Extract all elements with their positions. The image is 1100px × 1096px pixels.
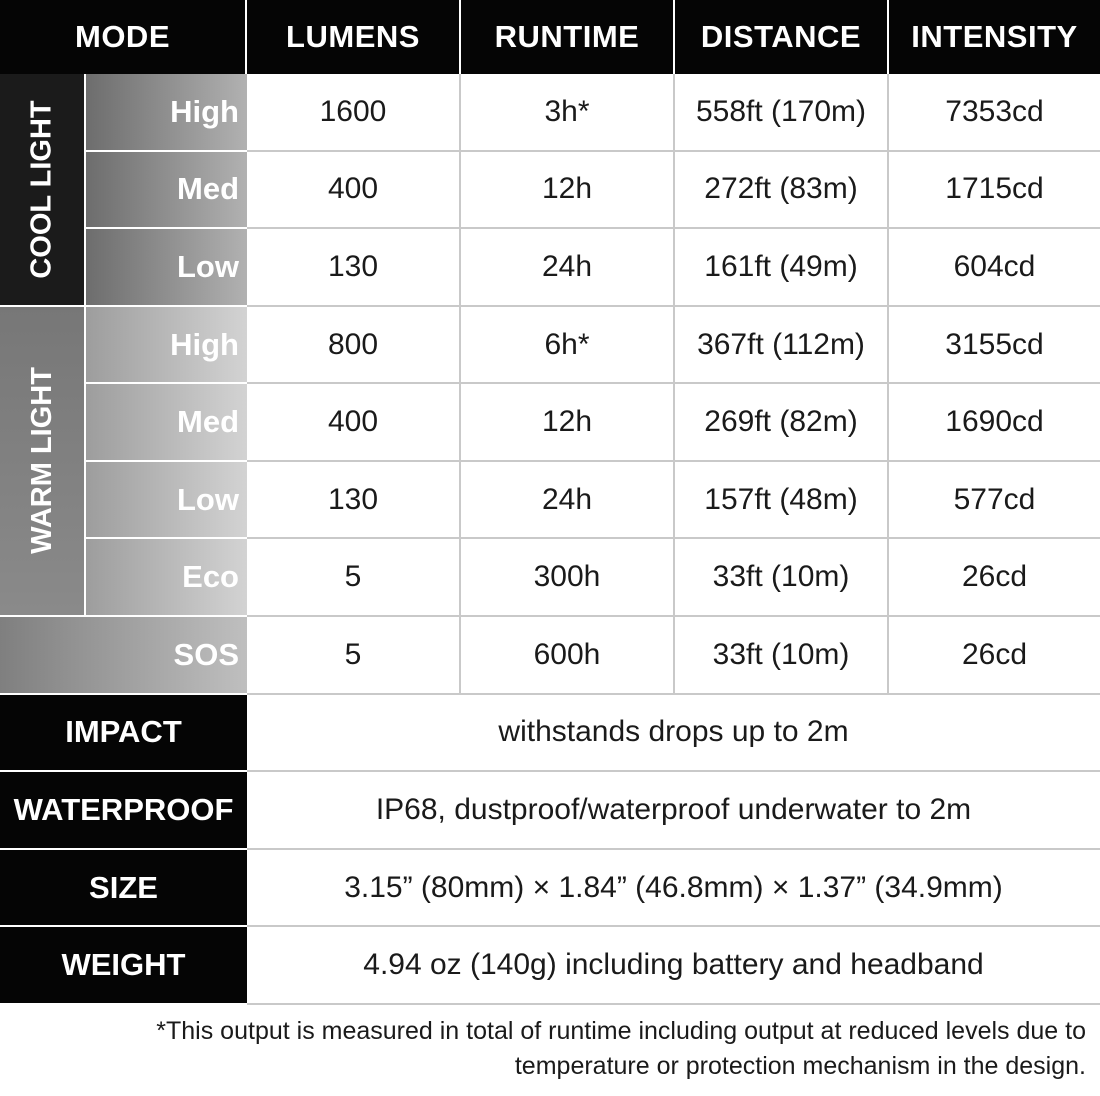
runtime-cell: 300h	[461, 539, 675, 617]
lumens-cell: 130	[247, 229, 461, 307]
lumens-cell: 130	[247, 462, 461, 540]
footnote	[86, 1014, 1086, 1084]
runtime-cell: 12h	[461, 384, 675, 462]
mode-cell: High	[84, 307, 247, 385]
mode-cell: High	[84, 74, 247, 152]
spec-value-size: 3.15” (80mm) × 1.84” (46.8mm) × 1.37” (34.9mm)	[247, 850, 1100, 928]
distance-cell: 367ft (112m)	[675, 307, 889, 385]
runtime-cell: 24h	[461, 229, 675, 307]
lumens-cell: 400	[247, 152, 461, 230]
lumens-cell: 800	[247, 307, 461, 385]
spec-label-waterproof: WATERPROOF	[0, 772, 247, 850]
header-distance: DISTANCE	[675, 0, 889, 74]
header-lumens: LUMENS	[247, 0, 461, 74]
runtime-cell: 6h*	[461, 307, 675, 385]
header-runtime: RUNTIME	[461, 0, 675, 74]
distance-cell: 161ft (49m)	[675, 229, 889, 307]
mode-cell: Low	[84, 229, 247, 307]
mode-cell: Med	[84, 384, 247, 462]
intensity-cell: 26cd	[889, 617, 1100, 695]
intensity-cell: 604cd	[889, 229, 1100, 307]
mode-cell: SOS	[0, 617, 247, 695]
group-warm-light-label: WARM LIGHT	[25, 367, 58, 555]
group-warm-light	[0, 307, 84, 617]
runtime-cell: 600h	[461, 617, 675, 695]
intensity-cell: 1690cd	[889, 384, 1100, 462]
footnote-line-1: *This output is measured in total of runtime including output at reduced levels due to	[156, 1017, 1086, 1045]
footnote-line-2: temperature or protection mechanism in the design.	[514, 1052, 1086, 1080]
distance-cell: 272ft (83m)	[675, 152, 889, 230]
runtime-cell: 24h	[461, 462, 675, 540]
mode-cell: Med	[84, 152, 247, 230]
lumens-cell: 400	[247, 384, 461, 462]
distance-cell: 33ft (10m)	[675, 617, 889, 695]
distance-cell: 157ft (48m)	[675, 462, 889, 540]
mode-cell: Low	[84, 462, 247, 540]
mode-cell: Eco	[84, 539, 247, 617]
group-cool-light-label: COOL LIGHT	[25, 100, 58, 279]
header-mode: MODE	[0, 0, 247, 74]
lumens-cell: 5	[247, 617, 461, 695]
runtime-cell: 12h	[461, 152, 675, 230]
intensity-cell: 3155cd	[889, 307, 1100, 385]
distance-cell: 558ft (170m)	[675, 74, 889, 152]
lumens-cell: 5	[247, 539, 461, 617]
intensity-cell: 577cd	[889, 462, 1100, 540]
lumens-cell: 1600	[247, 74, 461, 152]
spec-label-size: SIZE	[0, 850, 247, 928]
runtime-cell: 3h*	[461, 74, 675, 152]
distance-cell: 269ft (82m)	[675, 384, 889, 462]
spec-label-weight: WEIGHT	[0, 927, 247, 1005]
spec-value-weight: 4.94 oz (140g) including battery and headband	[247, 927, 1100, 1005]
header-intensity: INTENSITY	[889, 0, 1100, 74]
spec-value-impact: withstands drops up to 2m	[247, 695, 1100, 773]
group-cool-light	[0, 74, 84, 307]
intensity-cell: 1715cd	[889, 152, 1100, 230]
spec-value-waterproof: IP68, dustproof/waterproof underwater to 2m	[247, 772, 1100, 850]
intensity-cell: 7353cd	[889, 74, 1100, 152]
distance-cell: 33ft (10m)	[675, 539, 889, 617]
spec-label-impact: IMPACT	[0, 695, 247, 773]
intensity-cell: 26cd	[889, 539, 1100, 617]
